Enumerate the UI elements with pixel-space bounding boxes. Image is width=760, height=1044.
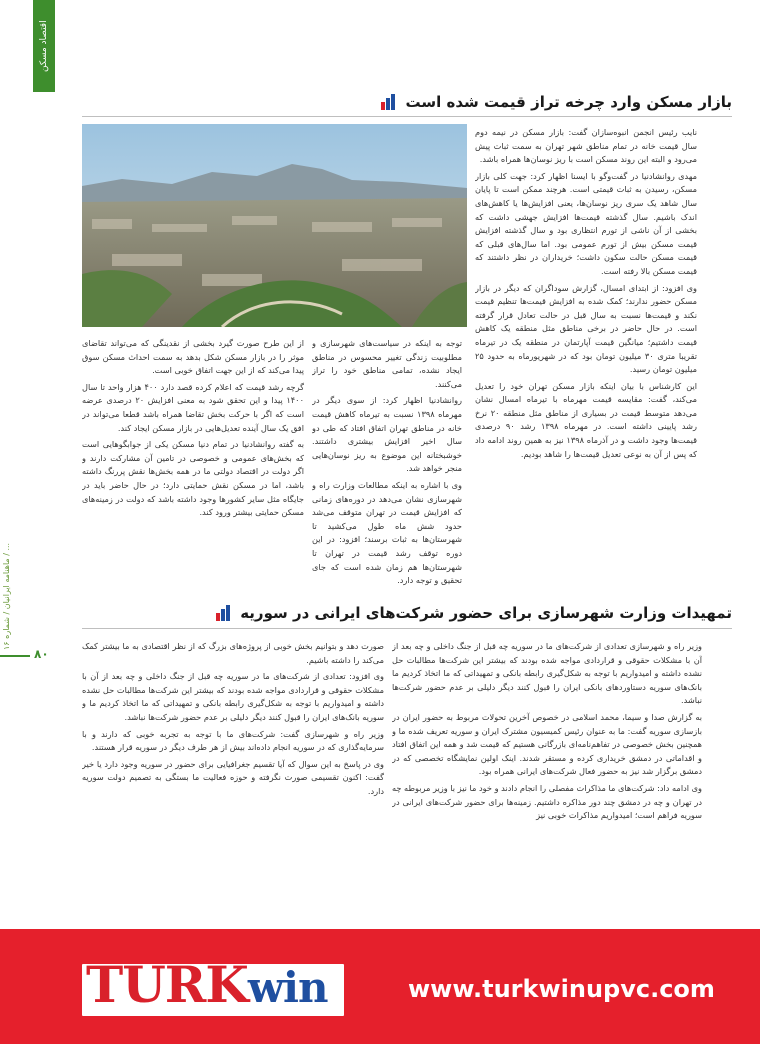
article1-title: بازار مسکن وارد چرخه تراز قیمت شده است <box>405 93 732 111</box>
logo-turk: TURK <box>86 955 248 1014</box>
paragraph: به گفته روانشادنیا در تمام دنیا مسکن یکی از جوابگوهایی است که بخش‌های عمومی و خصوصی در تامین آن مشارکت دارند و اگر دولت در اقتصاد دولتی ما در همه بخش‌ها نقش پررنگ داشته باشد، اما در مسکن نقش حمایتی دارد؛ در حال حاضر باید در جایگاه مثل سایر کشورها وجود داشته باشد که دولت در زمینه‌های مسکن حمایتی بیشتر ورود کند. <box>82 439 304 518</box>
section-tab <box>33 0 55 92</box>
page-number-rule <box>0 655 30 657</box>
article1-column-right <box>475 126 697 586</box>
paragraph: روانشادنیا اظهار کرد: از سوی دیگر در مهرماه ۱۳۹۸ نسبت به تیرماه کاهش قیمت خانه در مناطق تهران اتفاق افتاد که طی دو سال اخیر افزایش بیشتری داشتند. خوشبختانه این موضوع به ریز نوسان‌هایی منجر خواهد شد. <box>312 395 462 474</box>
paragraph: وی با اشاره به اینکه مطالعات وزارت راه و شهرسازی نشان می‌دهد در دوره‌های زمانی که افزایش قیمت در تهران متوقف می‌شد حدود شش ماه طول می‌کشید تا شهرستان‌ها به ثبات برسند؛ افزود: در این دوره توقف رشد قیمت در تهران تا شهرستان‌ها هم زمان شده است که جای تحقیق و توجه دارد. <box>312 479 462 586</box>
page-number: ۸۰ <box>34 647 49 661</box>
article2-title: تمهیدات وزارت شهرسازی برای حضور شرکت‌های ایرانی در سوریه <box>240 604 732 622</box>
section-tab-label: اقتصاد مسکن <box>39 20 49 72</box>
paragraph: وی افزود: تعدادی از شرکت‌های ما در سوریه چه قبل از جنگ داخلی و چه بعد از آن با مشکلات حقوقی و قراردادی مواجه شده بودند که بیشتر این شرکت‌ها مطالبات حل نشده داشته و امیدواریم با توجه به شکل‌گیری رابطه بانکی و تمهیداتی که ما اتخاذ کردیم ما و سوریه بانک‌های ایران را قبول کنند دیگر دلیلی بر عدم حضور شرکت‌ها نباشد. <box>82 671 384 722</box>
headline-divider <box>82 628 732 629</box>
logo-win: win <box>247 963 328 1012</box>
article2-headline <box>216 604 732 622</box>
paragraph: به گزارش صدا و سیما، محمد اسلامی در خصوص آخرین تحولات مربوط به حضور ایران در بازسازی سوریه گفت: ما به عنوان رئیس کمیسیون مشترک ایران و سوریه تعریف شده ما و همچنین بخش خصوصی در تفاهم‌نامه‌ای بازرگانی هستیم که قیمت شد و همه این اتفاق افتاد و اقداماتی در دمشق خریداری کرده و مستقر شدند. اینک اولین نمایشگاه تخصصی که در دمشق برگزار شد نیز به حضور فعال شرکت‌های ایرانی همراه بود. <box>392 711 702 777</box>
running-head: ماهنامه ایرانیان / شماره ۱۶ / ... <box>2 542 11 650</box>
paragraph: مهدی روانشادنیا در گفت‌وگو با ایسنا اظهار کرد: جهت کلی بازار مسکن، رسیدن به ثبات قیمتی است. هرچند ممکن است تا پایان سال شاهد یک سری ریز نوسان‌ها، یعنی افزایش‌ها یا کاهش‌های اندک باشیم. سال گذشته قیمت‌ها افزایش جهشی داشت که بخشی از آن ناشی از تورم انتظاری بود و سال گذشته افزایش قیمت مسکن بیش از تورم عمومی بود. اما سال‌های قبلی که قیمت مسکن حالت سکون داشت؛ خریداران در نظر داشتند که قیمت مسکن بالا رفته است. <box>475 170 697 276</box>
ad-website-link[interactable]: www.turkwinupvc.com <box>408 975 715 1003</box>
paragraph: از این طرح صورت گیرد بخشی از نقدینگی که می‌تواند تقاضای موثر را در بازار مسکن شکل بدهد به سمت احداث مسکن سوق پیدا می‌کند که از این جهت اتفاق خوبی است. <box>82 338 304 376</box>
article1-headline <box>381 93 732 111</box>
article1-column-left <box>82 337 304 567</box>
paragraph: این کارشناس با بیان اینکه بازار مسکن تهران خود را تعدیل می‌کند، گفت: مقایسه قیمت مهرماه با تیرماه امسال نشان می‌دهد متوسط قیمت در بسیاری از مناطق مثل منطقه ۲۰ نرخ رشد پایینی داشته است. در مهرماه ۱۳۹۸ رشد ۹۰ درصدی قیمت‌ها وجود داشت و در آذرماه ۱۳۹۸ نیز به همین روند ادامه داد که پس از آن به نوعی تعدیل قیمت‌ها را شاهد بودیم. <box>475 380 697 459</box>
paragraph: وی در پاسخ به این سوال که آیا تقسیم جغرافیایی برای حضور در سوریه وجود دارد یا خیر گفت: اکنون تقسیمی صورت نگرفته و حوزه فعالیت ما بستگی به تصمیم دولت سوریه دارد. <box>82 758 384 796</box>
tehran-city-photo <box>82 124 467 327</box>
paragraph: نایب رئیس انجمن انبوه‌سازان گفت: بازار مسکن در نیمه دوم سال قیمت خانه در تمام مناطق شهر تهران به سمت ثبات پیش می‌رود و البته این روند مسکن است با ریز نوسان‌ها همراه باشد. <box>475 127 697 165</box>
paragraph: وزیر راه و شهرسازی تعدادی از شرکت‌های ما در سوریه چه قبل از جنگ داخلی و چه بعد از آن با مشکلات حقوقی و قراردادی مواجه شده بودند که بیشتر این شرکت‌ها مطالبات حل نشده داشته و امیدواریم با توجه به شکل‌گیری رابطه بانکی و تمهیداتی که ما اتخاذ کردیم ما بانک‌های سوریه دستاوردهای بانکی ایران را قبول کنند دیگر دلیلی بر عدم حضور شرکت‌ها نباشد. <box>392 641 702 706</box>
headline-divider <box>82 116 732 117</box>
bar-chart-icon <box>381 94 399 110</box>
paragraph: گرچه رشد قیمت که اعلام کرده قصد دارد ۴۰۰ هزار واحد تا سال ۱۴۰۰ پیدا و این تحقق شود به معنی افزایش ۲۰ درصدی عرضه است که اگر با حرکت بخش تقاضا همراه باشد قطعا می‌تواند در افق یک سال آینده تعدیل‌هایی در بازار مسکن ایجاد کند. <box>82 381 304 433</box>
article2-column-right <box>392 640 702 922</box>
paragraph: وی افزود: از ابتدای امسال، گزارش سوداگران که دیگر در بازار مسکن حضور ندارند؛ کمک شده به افزایش قیمت‌ها تنظیم قیمت نکند و قیمت‌ها نسبت به سال قبل در حالت تعادل قرار گرفته است. در حال حاضر در برخی مناطق مثل منطقه یک کاهش قیمت داشتیم؛ میانگین قیمت آپارتمان در منطقه یک در تیرماه تقریبا متری ۳۰ میلیون تومان بود که در شهریورماه به حدود ۲۵ میلیون تومان رسید. <box>475 282 697 375</box>
turkwin-logo <box>86 955 327 1014</box>
paragraph: صورت دهد و بتوانیم بخش خوبی از پروژه‌های بزرگ که از نظر اقتصادی به ما بیشتر کمک می‌کند را داشته باشیم. <box>82 641 384 665</box>
article1-column-middle <box>312 337 462 587</box>
paragraph: توجه به اینکه در سیاست‌های شهرسازی و مطلوبیت زندگی تغییر محسوس در مناطق ایجاد نشده، تمامی مناطق خود را تراز می‌کنند. <box>312 338 462 389</box>
paragraph: وزیر راه و شهرسازی گفت: شرکت‌های ما با توجه به تجربه خوبی که دارند و با سرمایه‌گذاری که در سوریه انجام داده‌اند بیش از هر طرف دیگر در سوریه قرار هستند. <box>82 728 384 753</box>
article2-column-left <box>82 640 384 922</box>
paragraph: وی ادامه داد: شرکت‌های ما مذاکرات مفصلی را انجام دادند و خود ما نیز با وزیر مربوطه چه در تهران و چه در دمشق چند دور مذاکره داشتیم. زمینه‌ها برای حضور شرکت‌های ایرانی در سوریه فراهم است؛ امیدواریم مذاکرات خوبی نیز <box>392 782 702 821</box>
bar-chart-icon <box>216 605 234 621</box>
